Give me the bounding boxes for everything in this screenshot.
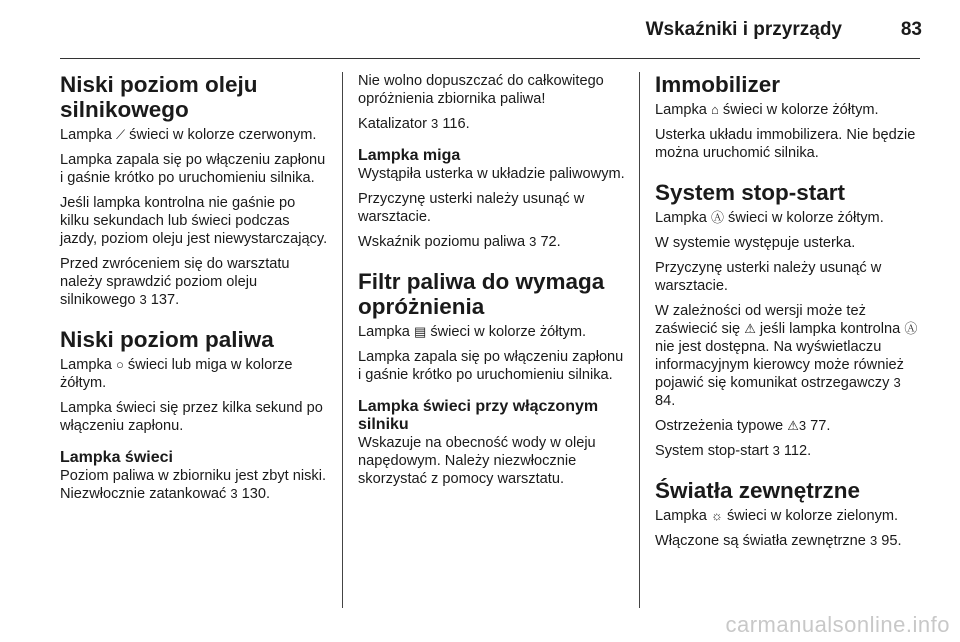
page-ref-link[interactable]: 130. <box>241 486 271 502</box>
paragraph: Przyczynę usterki należy usunąć w warsztacie. <box>655 260 882 294</box>
paragraph: Jeśli lampka kontrolna nie gaśnie po kilku sekundach lub świeci podczas jazdy, poziom oleju jest niewystarczający. <box>60 195 328 247</box>
stop-start-icon: Ⓐ <box>904 321 918 336</box>
section-title: Filtr paliwa do wymaga opróżnienia <box>358 269 605 319</box>
page-ref-icon: 3 <box>772 443 780 458</box>
page-ref-link[interactable]: 116. <box>442 116 470 132</box>
subsection-title: Lampka świeci <box>60 449 173 466</box>
warning-icon: ⚠ <box>787 418 799 433</box>
paragraph: Lampka ☼ świeci w kolorze zielonym. <box>655 508 899 524</box>
paragraph: Lampka ▤ świeci w kolorze żółtym. <box>358 324 587 340</box>
paragraph: W systemie występuje usterka. <box>655 235 856 251</box>
column-middle <box>358 72 626 495</box>
paragraph: Lampka zapala się po włączeniu zapłonu i gaśnie krótko po uruchomieniu silnika. <box>60 152 326 186</box>
column-divider <box>639 72 640 608</box>
page-ref-link[interactable]: 95. <box>881 533 902 549</box>
paragraph: W zależności od wersji może też zaświecić się ⚠ jeśli lampka kontrolna Ⓐ nie jest dostępna. Na wyświetlaczu informacyjnym kierowcy może również pojawić się komunikat ostrzegawczy 3 84. <box>655 303 918 409</box>
paragraph: Nie wolno dopuszczać do całkowitego opróżnienia zbiornika paliwa! <box>358 73 604 107</box>
fuel-level-icon: ○ <box>115 357 124 372</box>
paragraph: Lampka zapala się po włączeniu zapłonu i gaśnie krótko po uruchomieniu silnika. <box>358 349 624 383</box>
section-title: Światła zewnętrzne <box>655 478 861 503</box>
warning-icon: ⚠ <box>744 321 756 336</box>
page-ref-icon: 3 <box>230 486 238 501</box>
page-title: Wskaźniki i przyrządy <box>645 19 842 40</box>
immobilizer-icon: ⌂ <box>710 102 719 117</box>
oil-pressure-icon: ⟋ <box>115 127 126 142</box>
paragraph: Katalizator 3 116. <box>358 116 470 132</box>
page-ref-link[interactable]: 84. <box>655 393 676 409</box>
page-ref-icon: 3 <box>139 292 147 307</box>
page-ref-icon: 3 <box>529 234 537 249</box>
paragraph: Usterka układu immobilizera. Nie będzie można uruchomić silnika. <box>655 127 916 161</box>
subsection-title: Lampka miga <box>358 147 461 164</box>
header-divider <box>60 58 920 59</box>
paragraph: Wskaźnik poziomu paliwa 3 72. <box>358 234 561 250</box>
paragraph: Lampka ○ świeci lub miga w kolorze żółtym. <box>60 357 293 391</box>
fuel-filter-icon: ▤ <box>413 324 427 339</box>
paragraph: Przyczynę usterki należy usunąć w warsztacie. <box>358 191 585 225</box>
page-ref-link[interactable]: 72. <box>540 234 561 250</box>
watermark: carmanualsonline.info <box>725 612 950 637</box>
stop-start-icon: Ⓐ <box>710 210 724 225</box>
paragraph: System stop-start 3 112. <box>655 443 812 459</box>
page-ref-icon: 3 <box>431 116 439 131</box>
paragraph: Przed zwróceniem się do warsztatu należy sprawdzić poziom oleju silnikowego 3 137. <box>60 256 290 308</box>
section-title: System stop-start <box>655 180 846 205</box>
paragraph: Ostrzeżenia typowe ⚠3 77. <box>655 418 831 434</box>
column-left <box>60 72 328 510</box>
section-title: Niski poziom paliwa <box>60 327 274 352</box>
page-ref-icon: 3 <box>798 418 807 433</box>
paragraph: Wystąpiła usterka w układzie paliwowym. <box>358 166 625 182</box>
section-title: Immobilizer <box>655 72 781 97</box>
paragraph: Lampka ⌂ świeci w kolorze żółtym. <box>655 102 879 118</box>
paragraph: Włączone są światła zewnętrzne 3 95. <box>655 533 902 549</box>
page-ref-link[interactable]: 112. <box>783 443 812 459</box>
exterior-lights-icon: ☼ <box>710 508 723 523</box>
subsection-title: Lampka świeci przy włączonym silniku <box>358 398 599 433</box>
page-ref-link[interactable]: 137. <box>150 292 180 308</box>
paragraph: Lampka Ⓐ świeci w kolorze żółtym. <box>655 210 884 226</box>
page-header <box>0 0 960 62</box>
page-number: 83 <box>900 19 922 40</box>
page-ref-icon: 3 <box>893 375 901 390</box>
column-divider <box>342 72 343 608</box>
page-ref-link[interactable]: 77. <box>810 418 831 434</box>
paragraph: Wskazuje na obecność wody w oleju napędowym. Należy niezwłocznie skorzystać z pomocy warsztatu. <box>358 435 596 487</box>
column-right <box>655 72 923 557</box>
paragraph: Lampka świeci się przez kilka sekund po włączeniu zapłonu. <box>60 400 323 434</box>
paragraph: Lampka ⟋ świeci w kolorze czerwonym. <box>60 127 317 143</box>
section-title: Niski poziom oleju silnikowego <box>60 72 258 122</box>
page-ref-icon: 3 <box>869 533 878 548</box>
paragraph: Poziom paliwa w zbiorniku jest zbyt niski. Niezwłocznie zatankować 3 130. <box>60 468 327 502</box>
